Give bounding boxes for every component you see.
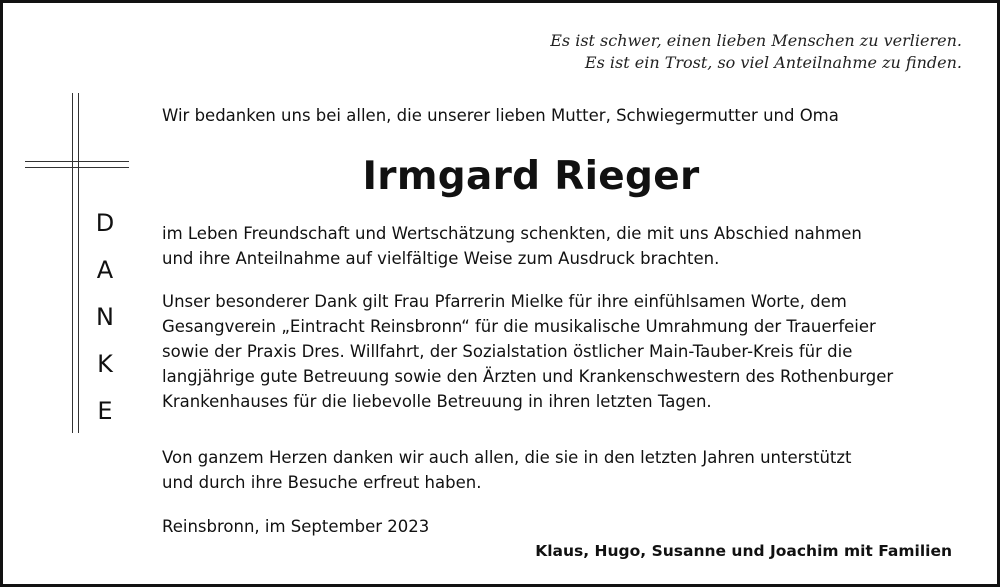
danke-letter: K xyxy=(97,350,113,378)
cross-horizontal-line xyxy=(25,161,129,162)
paragraph-closing xyxy=(162,445,852,495)
danke-vertical-text xyxy=(91,208,119,443)
danke-letter: D xyxy=(95,209,115,237)
text-line: im Leben Freundschaft und Wertschätzung schenkten, die mit uns Abschied nahmen xyxy=(162,224,862,243)
cross-horizontal-line xyxy=(25,167,129,168)
text-line: sowie der Praxis Dres. Willfahrt, der Sozialstation östlicher Main-Tauber-Kreis für die xyxy=(162,342,853,361)
motto-line: Es ist ein Trost, so viel Anteilnahme zu finden. xyxy=(584,53,962,72)
cross-vertical-line xyxy=(72,93,73,433)
motto-quote xyxy=(550,30,962,74)
motto-line: Es ist schwer, einen lieben Menschen zu verlieren. xyxy=(550,31,962,50)
text-line: langjährige gute Betreuung sowie den Ärzten und Krankenschwestern des Rothenburger xyxy=(162,367,894,386)
text-line: und ihre Anteilnahme auf vielfältige Weise zum Ausdruck brachten. xyxy=(162,249,720,268)
text-line: Krankenhauses für die liebevolle Betreuung in ihren letzten Tagen. xyxy=(162,392,712,411)
danke-letter: A xyxy=(96,256,114,284)
deceased-name: Irmgard Rieger xyxy=(362,154,700,199)
danke-letter: E xyxy=(97,397,113,425)
text-line: Von ganzem Herzen danken wir auch allen, die sie in den letzten Jahren unterstützt xyxy=(162,448,852,467)
paragraph-special-thanks xyxy=(162,289,893,414)
danke-letter: N xyxy=(96,303,114,331)
paragraph-thanks xyxy=(162,221,862,271)
signature: Klaus, Hugo, Susanne und Joachim mit Familien xyxy=(535,542,952,560)
text-line: Unser besonderer Dank gilt Frau Pfarrerin Mielke für ihre einfühlsamen Worte, dem xyxy=(162,292,847,311)
intro-text: Wir bedanken uns bei allen, die unserer lieben Mutter, Schwiegermutter und Oma xyxy=(162,106,839,125)
place-date: Reinsbronn, im September 2023 xyxy=(162,517,430,536)
text-line: und durch ihre Besuche erfreut haben. xyxy=(162,473,482,492)
cross-vertical-line xyxy=(78,93,79,433)
text-line: Gesangverein „Eintracht Reinsbronn“ für die musikalische Umrahmung der Trauerfeier xyxy=(162,317,876,336)
